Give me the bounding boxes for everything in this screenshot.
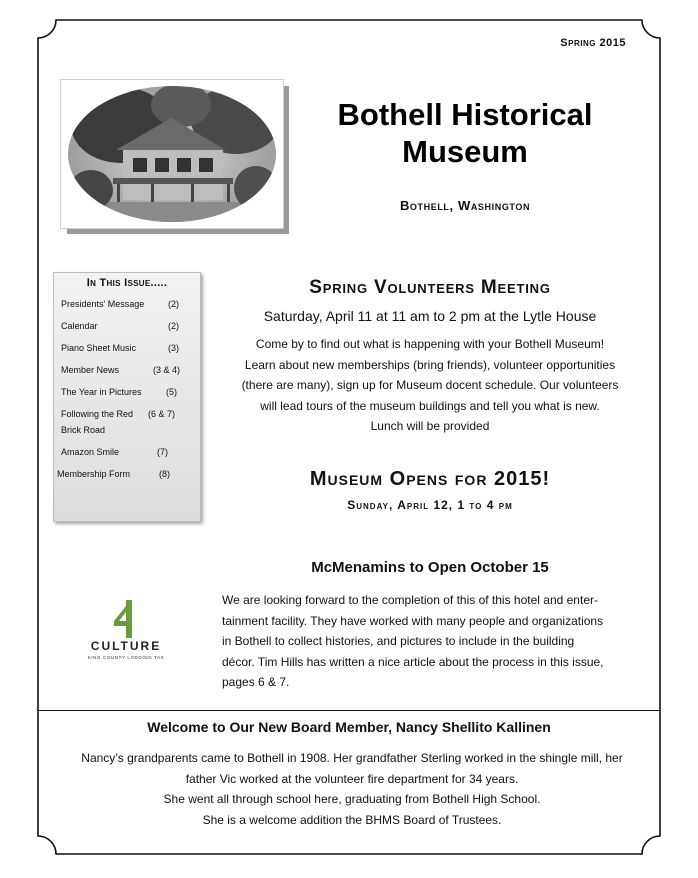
toc-item-page: (7) xyxy=(157,447,168,457)
toc-item-page: (6 & 7) xyxy=(148,409,176,419)
toc-item xyxy=(57,466,185,482)
house-photo-image xyxy=(61,80,283,228)
toc-heading: In This Issue..... xyxy=(86,277,168,289)
4culture-tagline: KING COUNTY LODGING TAX xyxy=(87,655,165,660)
location-label: Bothell, Washington xyxy=(399,198,531,213)
section-divider xyxy=(37,710,661,711)
volunteers-line: will lead tours of the museum buildings and tell you what is new. xyxy=(260,398,600,413)
toc-item xyxy=(61,362,189,378)
newsletter-title-line1: Bothell Historical xyxy=(337,97,593,132)
toc-box xyxy=(53,272,201,522)
toc-item xyxy=(61,444,189,460)
board-line: Nancy’s grandparents came to Bothell in 1908. Her grandfather Sterling worked in the shingle mill, her xyxy=(81,751,623,765)
board-line: She is a welcome addition the BHMS Board of Trustees. xyxy=(202,812,502,827)
toc-item xyxy=(61,296,189,312)
toc-item-label: Following the Red Brick Road xyxy=(61,409,134,435)
mcmenamins-line: pages 6 & 7. xyxy=(222,675,290,689)
toc-item-label: Member News xyxy=(61,365,120,375)
4culture-word: CULTURE xyxy=(90,639,162,653)
toc-item xyxy=(61,406,189,438)
toc-item-label: The Year in Pictures xyxy=(61,387,142,397)
toc-item xyxy=(61,318,189,334)
toc-item-page: (5) xyxy=(166,387,177,397)
mcmenamins-heading: McMenamins to Open October 15 xyxy=(311,559,549,576)
volunteers-body xyxy=(224,334,636,437)
toc-item-label: Piano Sheet Music xyxy=(61,343,137,353)
opening-heading: Museum Opens for 2015! xyxy=(309,468,551,490)
toc-item-page: (3) xyxy=(168,343,179,353)
mcmenamins-line: We are looking forward to the completion of this of this hotel and enter- xyxy=(222,593,598,607)
toc-item-page: (3 & 4) xyxy=(153,365,181,375)
board-line: father Vic worked at the volunteer fire department for 34 years. xyxy=(185,771,519,786)
masthead xyxy=(300,96,630,213)
toc-item-page: (2) xyxy=(168,299,179,309)
toc-item-label: Membership Form xyxy=(57,469,131,479)
board-heading: Welcome to Our New Board Member, Nancy Shellito Kallinen xyxy=(147,719,551,735)
4culture-numeral-icon xyxy=(86,598,166,640)
mcmenamins-line: décor. Tim Hills has written a nice article about the process in this issue, xyxy=(222,654,604,669)
toc-item-label: Presidents' Message xyxy=(61,299,145,309)
toc-item xyxy=(61,384,189,400)
opening-subheading: Sunday, April 12, 1 to 4 pm xyxy=(347,498,513,512)
toc-item-label: Calendar xyxy=(61,321,98,331)
mcmenamins-line: tainment facility. They have worked with many people and organizations xyxy=(222,613,604,628)
4culture-logo xyxy=(86,598,166,668)
toc-item-page: (8) xyxy=(159,469,170,479)
volunteers-date: Saturday, April 11 at 11 am to 2 pm at the Lytle House xyxy=(263,308,597,324)
volunteers-line: Learn about new memberships (bring friends), volunteer opportunities xyxy=(244,357,616,372)
volunteers-line: Lunch will be provided xyxy=(370,419,490,433)
issue-label: Spring 2015 xyxy=(560,37,626,49)
mcmenamins-line: in Bothell to collect histories, and pictures to include in the building xyxy=(222,634,575,648)
volunteers-line: (there are many), sign up for Museum docent schedule. Our volunteers xyxy=(241,378,619,392)
volunteers-line: Come by to find out what is happening with your Bothell Museum! xyxy=(255,337,605,351)
volunteers-heading: Spring Volunteers Meeting xyxy=(309,277,551,298)
newsletter-title-line2: Museum xyxy=(402,134,528,169)
board-line: She went all through school here, graduating from Bothell High School. xyxy=(163,792,541,806)
toc-item xyxy=(61,340,189,356)
museum-photo xyxy=(60,79,284,229)
mcmenamins-body xyxy=(222,590,634,693)
toc-item-label: Amazon Smile xyxy=(61,447,120,457)
board-body xyxy=(52,748,652,830)
toc-item-page: (2) xyxy=(168,321,179,331)
